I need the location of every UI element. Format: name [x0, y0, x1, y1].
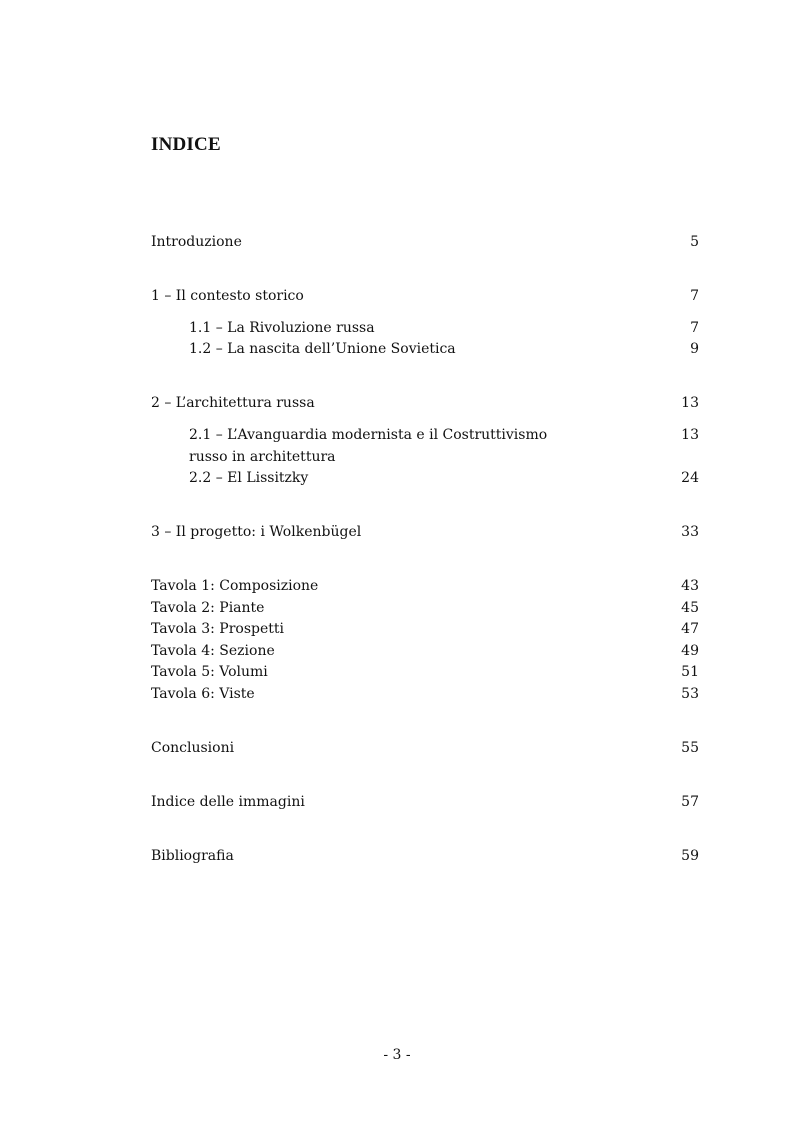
- toc-entry-page: 33: [681, 524, 699, 540]
- toc-entry-chapter-1: [151, 285, 699, 307]
- toc-entry-page: 13: [681, 395, 699, 411]
- page-title: INDICE: [151, 134, 221, 155]
- toc-entry-label: Tavola 6: Viste: [151, 686, 255, 702]
- toc-entry-page: 13: [681, 427, 699, 443]
- toc-entry-page: 9: [690, 341, 699, 357]
- toc-entry-label: Tavola 5: Volumi: [151, 664, 268, 680]
- toc-entry-indice-immagini: [151, 791, 699, 813]
- toc-entry-label: Bibliografia: [151, 848, 234, 864]
- toc-entry-label: Conclusioni: [151, 740, 235, 756]
- toc-entry-label: Introduzione: [151, 234, 242, 250]
- toc-entry-tavola-6: [151, 683, 699, 705]
- toc-entry-page: 47: [681, 621, 699, 637]
- toc-entry-section-1-1: [189, 317, 699, 339]
- toc-entry-page: 57: [681, 794, 699, 810]
- toc-entry-tavola-4: [151, 640, 699, 662]
- toc-entry-section-1-2: [189, 338, 699, 360]
- toc-entry-label: 2.2 – El Lissitzky: [189, 470, 309, 486]
- toc-entry-label: Tavola 2: Piante: [151, 600, 265, 616]
- toc-entry-page: 51: [681, 664, 699, 680]
- toc-entry-tavola-2: [151, 597, 699, 619]
- toc-entry-section-2-1: [189, 424, 699, 468]
- toc-entry-page: 59: [681, 848, 699, 864]
- toc-entry-label: Tavola 1: Composizione: [151, 578, 319, 594]
- toc-entry-tavola-3: [151, 618, 699, 640]
- toc-entry-page: 7: [690, 288, 699, 304]
- toc-entry-page: 45: [681, 600, 699, 616]
- toc-entry-introduzione: [151, 231, 699, 253]
- toc-entry-label: Indice delle immagini: [151, 794, 305, 810]
- toc-entry-page: 43: [681, 578, 699, 594]
- toc-entry-label: 2 – L’architettura russa: [151, 395, 315, 411]
- toc-entry-page: 53: [681, 686, 699, 702]
- toc-entry-label: Tavola 3: Prospetti: [151, 621, 284, 637]
- toc-entry-page: 55: [681, 740, 699, 756]
- toc-entry-label: 3 – Il progetto: i Wolkenbügel: [151, 524, 362, 540]
- page-number: - 3 -: [383, 1047, 411, 1063]
- toc-entry-label: Tavola 4: Sezione: [151, 643, 275, 659]
- toc-entry-tavola-1: [151, 575, 699, 597]
- toc-entry-page: 49: [681, 643, 699, 659]
- toc-entry-chapter-3: [151, 521, 699, 543]
- toc-entry-tavola-5: [151, 661, 699, 683]
- toc-entry-page: 7: [690, 320, 699, 336]
- toc-entry-label: 2.1 – L’Avanguardia modernista e il Costruttivismo russo in architettura: [189, 427, 548, 465]
- toc-entry-label: 1 – Il contesto storico: [151, 288, 304, 304]
- toc-entry-section-2-2: [189, 467, 699, 489]
- toc-entry-page: 5: [690, 234, 699, 250]
- toc-entry-label: 1.1 – La Rivoluzione russa: [189, 320, 375, 336]
- toc-entry-chapter-2: [151, 392, 699, 414]
- toc-entry-label: 1.2 – La nascita dell’Unione Sovietica: [189, 341, 456, 357]
- toc-entry-conclusioni: [151, 737, 699, 759]
- toc-entry-page: 24: [681, 470, 699, 486]
- toc-entry-bibliografia: [151, 845, 699, 867]
